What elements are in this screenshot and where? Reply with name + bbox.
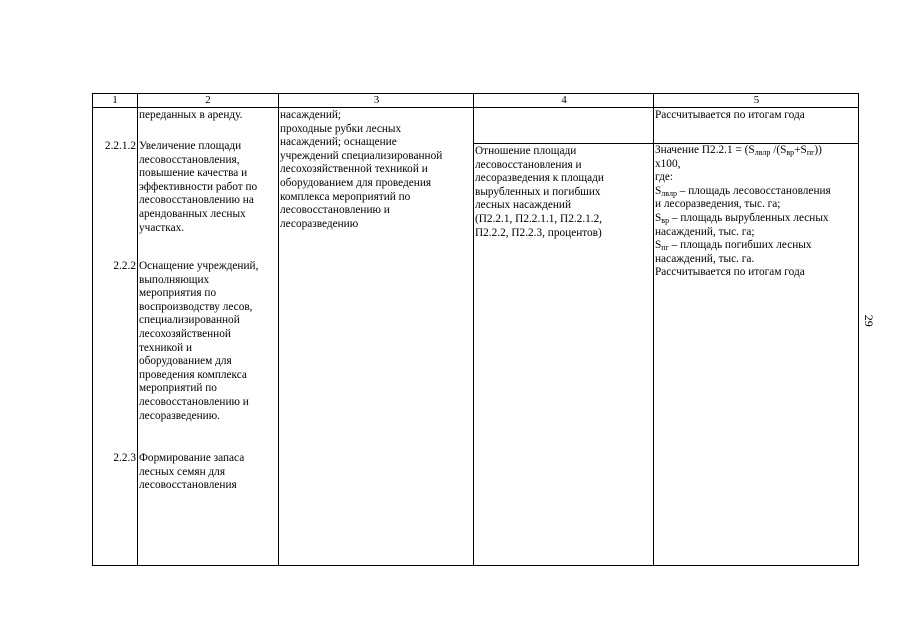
- cont-col5-text: Рассчитывается по итогам года: [655, 109, 805, 121]
- header-col-5: 5: [753, 94, 760, 106]
- row-number: 2.2.2: [113, 260, 136, 272]
- formula-sub: вр: [786, 148, 795, 157]
- row-221-col2-text: Увеличение площади лесовосстановления, повышение качества и эффективности работ по лесовосстановлению на арендованных лесных участках.: [139, 140, 258, 234]
- col-divider: [653, 94, 654, 565]
- header-col-2: 2: [205, 94, 211, 106]
- def-pg: [655, 239, 860, 266]
- formula-multiplier: x100,: [655, 157, 681, 170]
- col-divider: [473, 94, 474, 565]
- row-221-col4-text: Отношение площади лесовосстановления и лесоразведения к площади вырубленных и погибших лесных насаждений (П2.2.1, П2.2.1.1, П2.2.1.2, П2.2.2, П2.2.3, процентов): [475, 145, 604, 239]
- row-number: 2.2.3: [113, 452, 136, 464]
- indicator-table: [92, 93, 859, 566]
- def-text: – площадь лесовосстановления и лесоразведения, тыс. га;: [655, 184, 831, 211]
- formula-pre: Значение П2.2.1 = (S: [655, 144, 755, 156]
- header-col-1: 1: [112, 94, 118, 106]
- formula-block: [655, 144, 860, 280]
- page-number: 29: [861, 314, 876, 327]
- def-text: – площадь вырубленных лесных насаждений, тыс. га;: [655, 211, 829, 238]
- col-divider: [137, 94, 138, 565]
- var-s: S: [655, 239, 662, 252]
- def-text: – площадь погибших лесных насаждений, тыс. га.: [655, 239, 812, 265]
- var-s: S: [655, 184, 662, 197]
- formula-end: )): [814, 144, 822, 156]
- row-222-col2-text: Оснащение учреждений, выполняющих мероприятия по воспроизводству лесов, специализированной лесохозяйственной техникой и оборудованием для проведения комплекса мероприятий по лесовосстановлению и лесоразведению.: [139, 260, 259, 422]
- header-col-3: 3: [373, 94, 380, 106]
- cont-col2-text: переданных в аренду.: [139, 109, 243, 121]
- var-sub: вр: [661, 215, 670, 225]
- formula-line: [655, 144, 860, 158]
- var-s: S: [655, 211, 662, 224]
- formula-where: где:: [655, 171, 673, 184]
- row-223-col2-text: Формирование запаса лесных семян для лесовосстановления: [139, 452, 245, 492]
- formula-sub: пг: [806, 148, 815, 157]
- calc-note: Рассчитывается по итогам года: [655, 266, 805, 279]
- formula-mid: /(S: [770, 144, 787, 156]
- def-lvlr: [655, 185, 860, 212]
- row-number: 2.2.1.2: [104, 140, 136, 152]
- cont-col3-text: насаждений; проходные рубки лесных насаждений; оснащение учреждений специализированной лесохозяйственной техникой и оборудованием для проведения комплекса мероприятий по лесовосстановлению и лесоразведению: [280, 109, 443, 230]
- formula-sub: лвлр: [754, 148, 771, 157]
- header-col-4: 4: [561, 94, 567, 106]
- formula-plus: +S: [794, 144, 807, 156]
- col-divider: [278, 94, 279, 565]
- var-sub: пг: [661, 243, 669, 253]
- header-row: [93, 94, 858, 108]
- var-sub: лвлр: [661, 188, 677, 198]
- def-vr: [655, 212, 860, 239]
